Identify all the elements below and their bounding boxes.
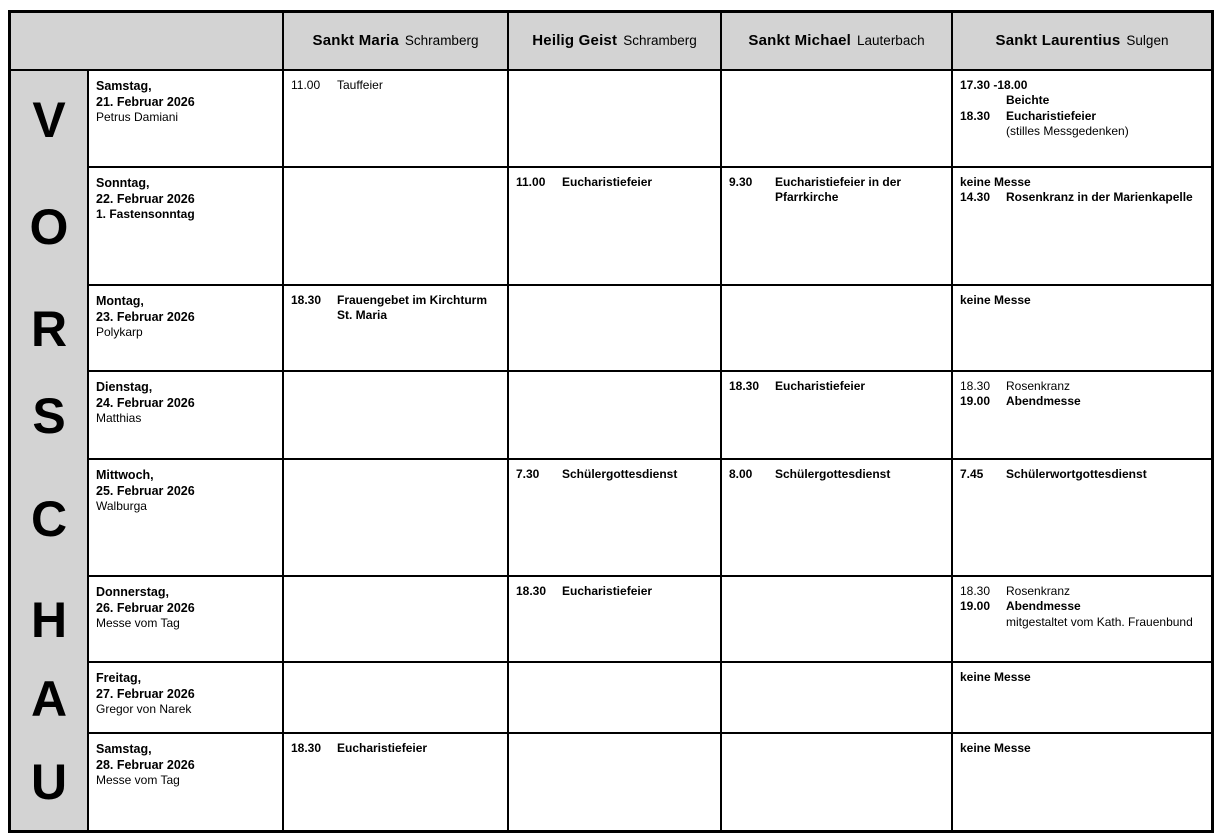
service-entry bbox=[960, 599, 1204, 614]
service-entry bbox=[960, 78, 1204, 93]
day-cell bbox=[89, 460, 284, 577]
service-title: Eucharistiefeier bbox=[562, 584, 653, 598]
day-name: Freitag, bbox=[96, 671, 142, 685]
service-time: 11.00 bbox=[516, 175, 546, 189]
service-entry bbox=[516, 467, 713, 482]
service-title: Beichte bbox=[1006, 93, 1050, 108]
service-entry bbox=[960, 741, 1204, 756]
service-note: (stilles Messgedenken) bbox=[1006, 124, 1129, 139]
service-entry bbox=[291, 78, 500, 93]
church-place: Lauterbach bbox=[857, 33, 925, 49]
service-time: 7.45 bbox=[960, 467, 984, 481]
service-title: Eucharistiefeier bbox=[775, 379, 866, 393]
day-info: Polykarp bbox=[96, 325, 143, 339]
service-time: 14.30 bbox=[960, 190, 991, 205]
day-cell bbox=[89, 71, 284, 168]
service-title: Rosenkranz bbox=[1006, 379, 1071, 393]
day-info: Gregor von Narek bbox=[96, 702, 192, 716]
banner-letter: H bbox=[30, 592, 68, 648]
schedule-cell-laurentius bbox=[953, 168, 1211, 286]
service-time: 18.30 bbox=[960, 379, 991, 393]
service-title: Eucharistiefeier bbox=[337, 741, 428, 755]
service-time: 18.30 bbox=[960, 584, 991, 598]
schedule-cell-maria bbox=[284, 577, 509, 663]
schedule-cell-michael bbox=[722, 663, 953, 734]
day-info: 1. Fastensonntag bbox=[96, 207, 195, 221]
schedule-cell-laurentius bbox=[953, 577, 1211, 663]
schedule-cell-michael bbox=[722, 372, 953, 460]
day-info: Matthias bbox=[96, 411, 142, 425]
service-entry bbox=[516, 175, 713, 190]
day-cell bbox=[89, 372, 284, 460]
service-entry bbox=[960, 190, 1204, 205]
service-entry bbox=[960, 293, 1204, 308]
service-entry bbox=[960, 109, 1204, 124]
church-place: Schramberg bbox=[404, 33, 479, 49]
church-place: Sulgen bbox=[1126, 33, 1169, 49]
service-entry bbox=[960, 467, 1204, 482]
service-entry bbox=[729, 175, 944, 206]
day-name: Montag, bbox=[96, 294, 144, 308]
day-name: Sonntag, bbox=[96, 176, 150, 190]
day-info: Walburga bbox=[96, 499, 147, 513]
service-time: 18.30 bbox=[516, 584, 547, 598]
service-title: keine Messe bbox=[960, 670, 1031, 684]
day-cell bbox=[89, 286, 284, 372]
day-date: 23. Februar 2026 bbox=[96, 310, 195, 324]
service-note: mitgestaltet vom Kath. Frauenbund bbox=[1006, 614, 1193, 629]
day-date: 22. Februar 2026 bbox=[96, 192, 195, 206]
schedule-cell-geist bbox=[509, 168, 722, 286]
day-info: Petrus Damiani bbox=[96, 110, 179, 124]
church-place: Schramberg bbox=[623, 33, 697, 49]
service-time: 11.00 bbox=[291, 78, 321, 92]
service-title: Schülerwortgottesdienst bbox=[1006, 467, 1147, 481]
schedule-cell-geist bbox=[509, 286, 722, 372]
service-entry bbox=[516, 584, 713, 599]
schedule-cell-maria bbox=[284, 286, 509, 372]
schedule-cell-maria bbox=[284, 460, 509, 577]
schedule-cell-laurentius bbox=[953, 663, 1211, 734]
schedule-cell-michael bbox=[722, 71, 953, 168]
schedule-cell-maria bbox=[284, 168, 509, 286]
day-info: Messe vom Tag bbox=[96, 773, 180, 787]
day-date: 24. Februar 2026 bbox=[96, 396, 195, 410]
schedule-cell-maria bbox=[284, 71, 509, 168]
schedule-cell-maria bbox=[284, 663, 509, 734]
schedule-cell-laurentius bbox=[953, 372, 1211, 460]
day-name: Mittwoch, bbox=[96, 468, 154, 482]
service-entry bbox=[960, 584, 1204, 599]
schedule-cell-geist bbox=[509, 372, 722, 460]
banner-letter: O bbox=[29, 199, 69, 255]
church-name: Sankt Laurentius bbox=[995, 32, 1121, 50]
schedule-cell-geist bbox=[509, 734, 722, 830]
schedule-cell-laurentius bbox=[953, 71, 1211, 168]
service-time: 18.30 bbox=[291, 741, 322, 755]
banner-letter: C bbox=[30, 490, 68, 547]
service-title: Eucharistiefeier bbox=[562, 175, 653, 189]
day-date: 25. Februar 2026 bbox=[96, 484, 195, 498]
day-cell bbox=[89, 663, 284, 734]
service-entry bbox=[291, 293, 500, 324]
service-title: Tauffeier bbox=[337, 78, 383, 92]
schedule-cell-geist bbox=[509, 71, 722, 168]
schedule-cell-maria bbox=[284, 734, 509, 830]
day-name: Samstag, bbox=[96, 79, 152, 93]
schedule-cell-geist bbox=[509, 460, 722, 577]
service-title: Rosenkranz bbox=[1006, 584, 1071, 598]
header-corner-cell bbox=[11, 13, 284, 71]
service-time: 8.00 bbox=[729, 467, 753, 481]
service-time: 7.30 bbox=[516, 467, 540, 481]
service-title: Eucharistiefeier in der Pfarrkirche bbox=[775, 175, 902, 205]
day-name: Donnerstag, bbox=[96, 585, 169, 599]
service-title: Eucharistiefeier bbox=[1006, 108, 1097, 123]
service-time: 18.30 bbox=[729, 379, 760, 393]
service-entry bbox=[729, 467, 944, 482]
schedule-cell-michael bbox=[722, 734, 953, 830]
schedule-cell-michael bbox=[722, 168, 953, 286]
column-header-sankt-laurentius bbox=[953, 13, 1211, 71]
schedule-cell-michael bbox=[722, 460, 953, 577]
schedule-cell-geist bbox=[509, 577, 722, 663]
day-date: 26. Februar 2026 bbox=[96, 601, 195, 615]
day-date: 27. Februar 2026 bbox=[96, 687, 195, 701]
service-entry bbox=[960, 670, 1204, 685]
schedule-cell-michael bbox=[722, 286, 953, 372]
service-title: Abendmesse bbox=[1006, 599, 1081, 614]
service-title: keine Messe bbox=[960, 741, 1031, 755]
day-info: Messe vom Tag bbox=[96, 616, 180, 630]
schedule-cell-geist bbox=[509, 663, 722, 734]
schedule-cell-laurentius bbox=[953, 286, 1211, 372]
service-title: keine Messe bbox=[960, 293, 1031, 307]
service-time: 19.00 bbox=[960, 599, 991, 614]
service-entry bbox=[729, 379, 944, 394]
schedule-cell-laurentius bbox=[953, 734, 1211, 830]
service-title: keine Messe bbox=[960, 175, 1031, 189]
banner-letter: A bbox=[30, 670, 68, 727]
column-header-heilig-geist bbox=[509, 13, 722, 71]
service-title: Rosenkranz in der Marienkapelle bbox=[1006, 190, 1193, 205]
service-time: 18.30 bbox=[291, 293, 322, 307]
schedule-table bbox=[8, 10, 1214, 833]
church-name: Sankt Michael bbox=[748, 32, 852, 50]
column-header-sankt-maria bbox=[284, 13, 509, 71]
service-title: Frauengebet im Kirchturm St. Maria bbox=[337, 293, 488, 323]
service-entry bbox=[960, 175, 1204, 190]
column-header-sankt-michael bbox=[722, 13, 953, 71]
day-name: Dienstag, bbox=[96, 380, 153, 394]
service-entry bbox=[291, 741, 500, 756]
day-cell bbox=[89, 577, 284, 663]
service-title: Schülergottesdienst bbox=[775, 467, 891, 481]
service-title: Abendmesse bbox=[1006, 394, 1081, 409]
day-date: 28. Februar 2026 bbox=[96, 758, 195, 772]
schedule-cell-michael bbox=[722, 577, 953, 663]
church-name: Sankt Maria bbox=[312, 32, 399, 50]
vorschau-banner bbox=[11, 71, 89, 830]
day-cell bbox=[89, 734, 284, 830]
banner-letter: V bbox=[32, 91, 66, 148]
church-name: Heilig Geist bbox=[532, 32, 618, 50]
banner-letter: S bbox=[32, 388, 66, 444]
service-entry bbox=[960, 394, 1204, 409]
service-entry bbox=[960, 379, 1204, 394]
banner-letter: R bbox=[30, 301, 68, 357]
service-time: 17.30 -18.00 bbox=[960, 78, 1028, 92]
service-time: 19.00 bbox=[960, 394, 991, 409]
service-time: 18.30 bbox=[960, 108, 991, 123]
service-time: 9.30 bbox=[729, 175, 753, 189]
service-title: Schülergottesdienst bbox=[562, 467, 678, 481]
day-name: Samstag, bbox=[96, 742, 152, 756]
day-cell bbox=[89, 168, 284, 286]
schedule-cell-laurentius bbox=[953, 460, 1211, 577]
banner-letter: U bbox=[30, 754, 68, 810]
schedule-cell-maria bbox=[284, 372, 509, 460]
day-date: 21. Februar 2026 bbox=[96, 95, 195, 109]
